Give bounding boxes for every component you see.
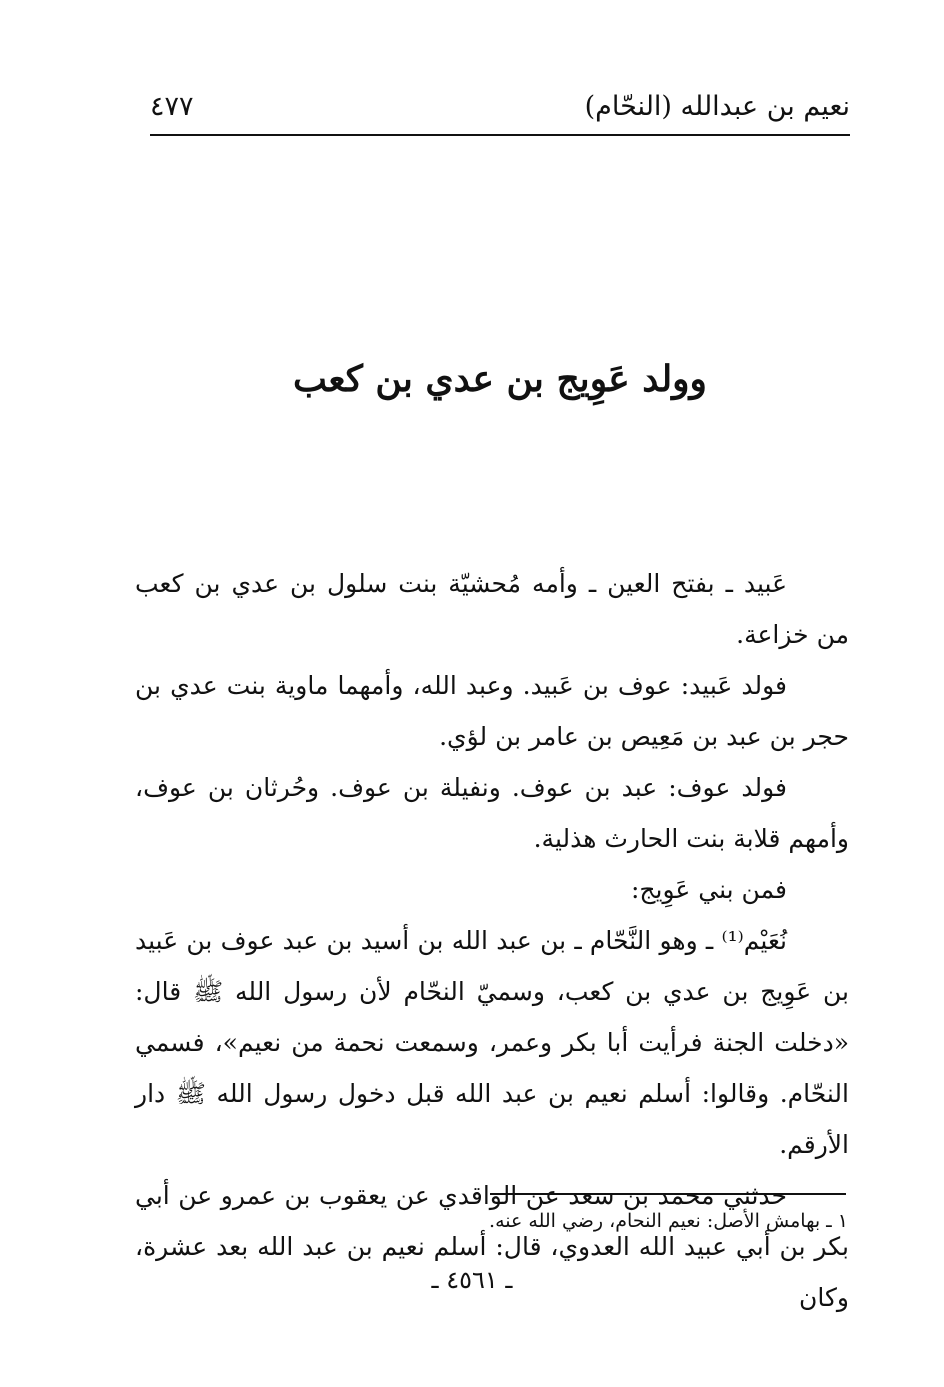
paragraph: فولد عَبيد: عوف بن عَبيد. وعبد الله، وأمهما ماوية بنت عدي بن حجر بن عبد بن مَعِيص بن عامر بن لؤي.	[135, 671, 849, 751]
paragraph: حدثني محمد بن سعد عن الواقدي عن يعقوب بن عمرو عن أبي بكر بن أبي عبيد الله العدوي، قال: أسلم نعيم بن عبد الله بعد عشرة، وكان	[135, 1181, 849, 1312]
volume-page-number: ـ ٤٥٦١ ـ	[431, 1266, 513, 1294]
paragraph: نُعَيْم⁽¹⁾ ـ وهو النَّحّام ـ بن عبد الله بن أسيد بن عبد عوف بن عَبيد بن عَوِيج بن عدي بن كعب، وسميّ النحّام لأن رسول الله ﷺ قال: «دخلت الجنة فرأيت أبا بكر وعمر، وسمعت نحمة من نعيم»، فسمي النحّام. وقالوا: أسلم نعيم بن عبد الله قبل دخول رسول الله ﷺ دار الأرقم.	[135, 926, 849, 1159]
paragraph: فولد عوف: عبد بن عوف. ونفيلة بن عوف. وحُرثان بن عوف، وأمهم قلابة بنت الحارث هذلية.	[135, 773, 849, 853]
running-title: نعيم بن عبدالله (النحّام)	[584, 91, 850, 122]
section-title: وولد عَوِيج بن عدي بن كعب	[293, 358, 707, 400]
paragraph: عَبيد ـ بفتح العين ـ وأمه مُحشيّة بنت سلول بن عدي بن كعب من خزاعة.	[135, 569, 849, 649]
footnote: ١ ـ بهامش الأصل: نعيم النحام، رضي الله عنه.	[489, 1210, 848, 1232]
paragraph: فمن بني عَوِيج:	[630, 875, 787, 904]
page-number: ٤٧٧	[150, 91, 194, 122]
page-header	[150, 78, 850, 136]
footnote-divider	[490, 1193, 846, 1195]
